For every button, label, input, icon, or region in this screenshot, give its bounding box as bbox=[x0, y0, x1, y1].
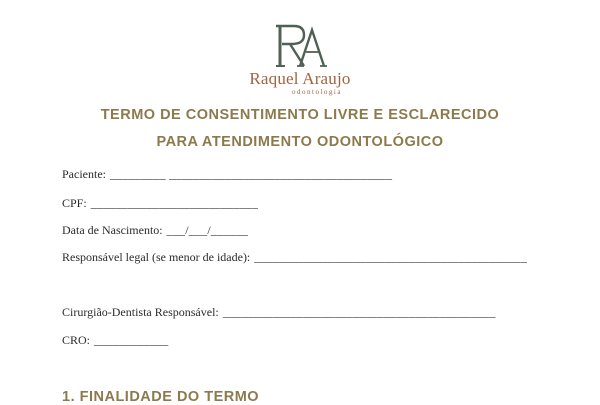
logo-subtitle: odontologia bbox=[292, 88, 342, 96]
field-cpf-blank[interactable]: ___________________________ bbox=[90, 196, 259, 210]
logo-name: Raquel Araujo bbox=[249, 69, 351, 88]
field-cro-blank[interactable]: ____________ bbox=[94, 333, 169, 347]
brand-logo bbox=[0, 22, 600, 96]
field-cirurgiao-dentista-label: Cirurgião-Dentista Responsável: bbox=[62, 305, 219, 319]
section-1-heading: 1. FINALIDADE DO TERMO bbox=[62, 389, 260, 405]
ra-monogram-logo bbox=[270, 22, 330, 70]
field-responsavel-legal-blank[interactable]: ____________________________________________ bbox=[254, 250, 528, 264]
field-cpf-label: CPF: bbox=[62, 196, 87, 210]
field-cirurgiao-dentista bbox=[62, 305, 496, 320]
field-data-nascimento-label: Data de Nascimento: bbox=[62, 223, 163, 237]
field-data-nascimento bbox=[62, 223, 248, 238]
field-paciente-blank[interactable]: _________ ____________________________________ bbox=[109, 167, 393, 181]
field-paciente bbox=[62, 167, 392, 182]
field-responsavel-legal-label: Responsável legal (se menor de idade): bbox=[62, 250, 251, 264]
field-responsavel-legal bbox=[62, 250, 527, 265]
document-title-line-2: PARA ATENDIMENTO ODONTOLÓGICO bbox=[156, 134, 444, 150]
field-cro-label: CRO: bbox=[62, 333, 91, 347]
field-cpf bbox=[62, 196, 258, 211]
field-cro bbox=[62, 333, 168, 348]
field-paciente-label: Paciente: bbox=[62, 167, 106, 181]
document-title-line-1: TERMO DE CONSENTIMENTO LIVRE E ESCLARECIDO bbox=[100, 107, 500, 123]
field-data-nascimento-blank[interactable]: ___/___/______ bbox=[166, 223, 249, 237]
field-cirurgiao-dentista-blank[interactable]: ____________________________________________ bbox=[222, 305, 496, 319]
